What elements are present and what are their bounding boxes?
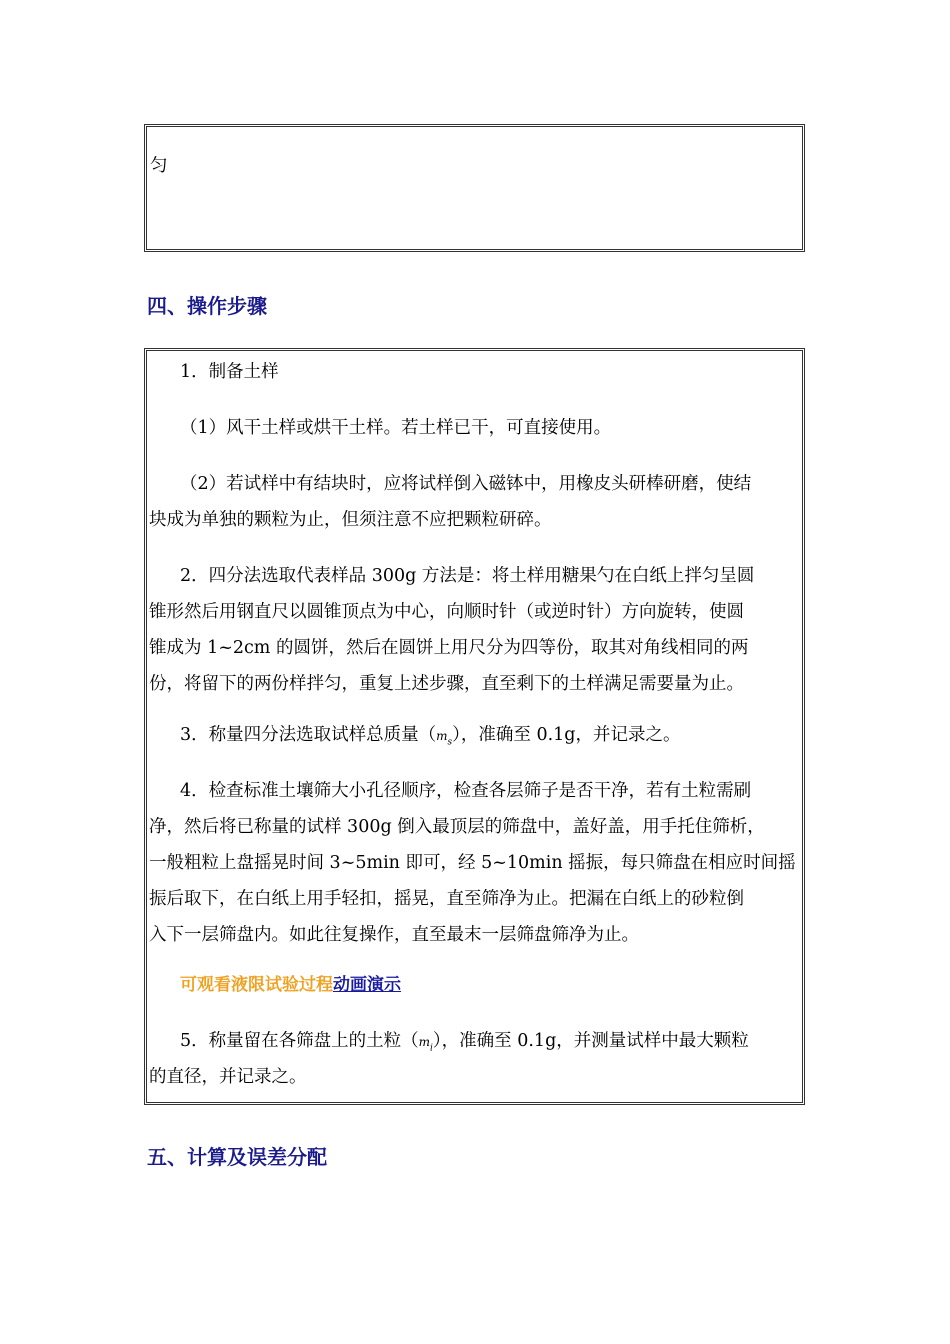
step-5-prefix: 5．称量留在各筛盘上的土粒（ <box>180 1031 419 1051</box>
animation-demo-link[interactable]: 动画演示 <box>333 975 401 995</box>
animation-note-text: 可观看液限试验过程 <box>180 975 333 995</box>
step-4-line1: 4．检查标准土壤筛大小孔径顺序，检查各层筛子是否干净，若有土粒需刷 <box>180 781 752 801</box>
step-3 <box>180 725 681 753</box>
section-heading-4: 四、操作步骤 <box>147 294 267 318</box>
step-3-suffix: ），准确至 0.1g，并记录之。 <box>452 725 681 745</box>
step-2-line3: 锥成为 1~2cm 的圆饼，然后在圆饼上用尺分为四等份，取其对角线相同的两 <box>149 638 749 658</box>
step-5-suffix: ），准确至 0.1g，并测量试样中最大颗粒 <box>432 1031 749 1051</box>
step-2-line2: 锥形然后用钢直尺以圆锥顶点为中心，向顺时针（或逆时针）方向旋转，使圆 <box>149 602 744 622</box>
step-1: 1．制备土样 <box>180 362 279 382</box>
step-3-subscript: s <box>447 737 453 748</box>
step-4-line5: 入下一层筛盘内。如此往复操作，直至最末一层筛盘筛净为止。 <box>149 925 639 945</box>
step-5-line2: 的直径，并记录之。 <box>149 1067 307 1087</box>
box-top-text: 匀 <box>150 156 168 176</box>
step-2-line4: 份，将留下的两份样拌匀，重复上述步骤，直至剩下的土样满足需要量为止。 <box>149 674 744 694</box>
step-5-line1 <box>180 1031 749 1059</box>
step-2-line1: 2．四分法选取代表样品 300g 方法是：将土样用糖果勺在白纸上拌匀呈圆 <box>180 566 755 586</box>
text-box-top <box>144 124 805 252</box>
step-1-1: （1）风干土样或烘干土样。若土样已干，可直接使用。 <box>180 418 612 438</box>
animation-note <box>180 975 401 995</box>
step-5-var: m <box>418 1035 431 1049</box>
step-4-line4: 振后取下，在白纸上用手轻扣，摇晃，直至筛净为止。把漏在白纸上的砂粒倒 <box>149 889 744 909</box>
step-1-2-line1: （2）若试样中有结块时，应将试样倒入磁钵中，用橡皮头研棒研磨，使结 <box>180 474 752 494</box>
step-1-2-line2: 块成为单独的颗粒为止，但须注意不应把颗粒研碎。 <box>149 510 552 530</box>
step-4-line2: 净，然后将已称量的试样 300g 倒入最顶层的筛盘中，盖好盖，用手托住筛析， <box>149 817 765 837</box>
step-4-line3: 一般粗粒上盘摇晃时间 3~5min 即可，经 5~10min 摇振，每只筛盘在相应时间摇 <box>149 853 796 873</box>
step-3-prefix: 3．称量四分法选取试样总质量（ <box>180 725 437 745</box>
step-3-var: m <box>436 729 448 743</box>
step-5-subscript: i <box>430 1043 433 1054</box>
section-heading-5: 五、计算及误差分配 <box>147 1145 327 1169</box>
